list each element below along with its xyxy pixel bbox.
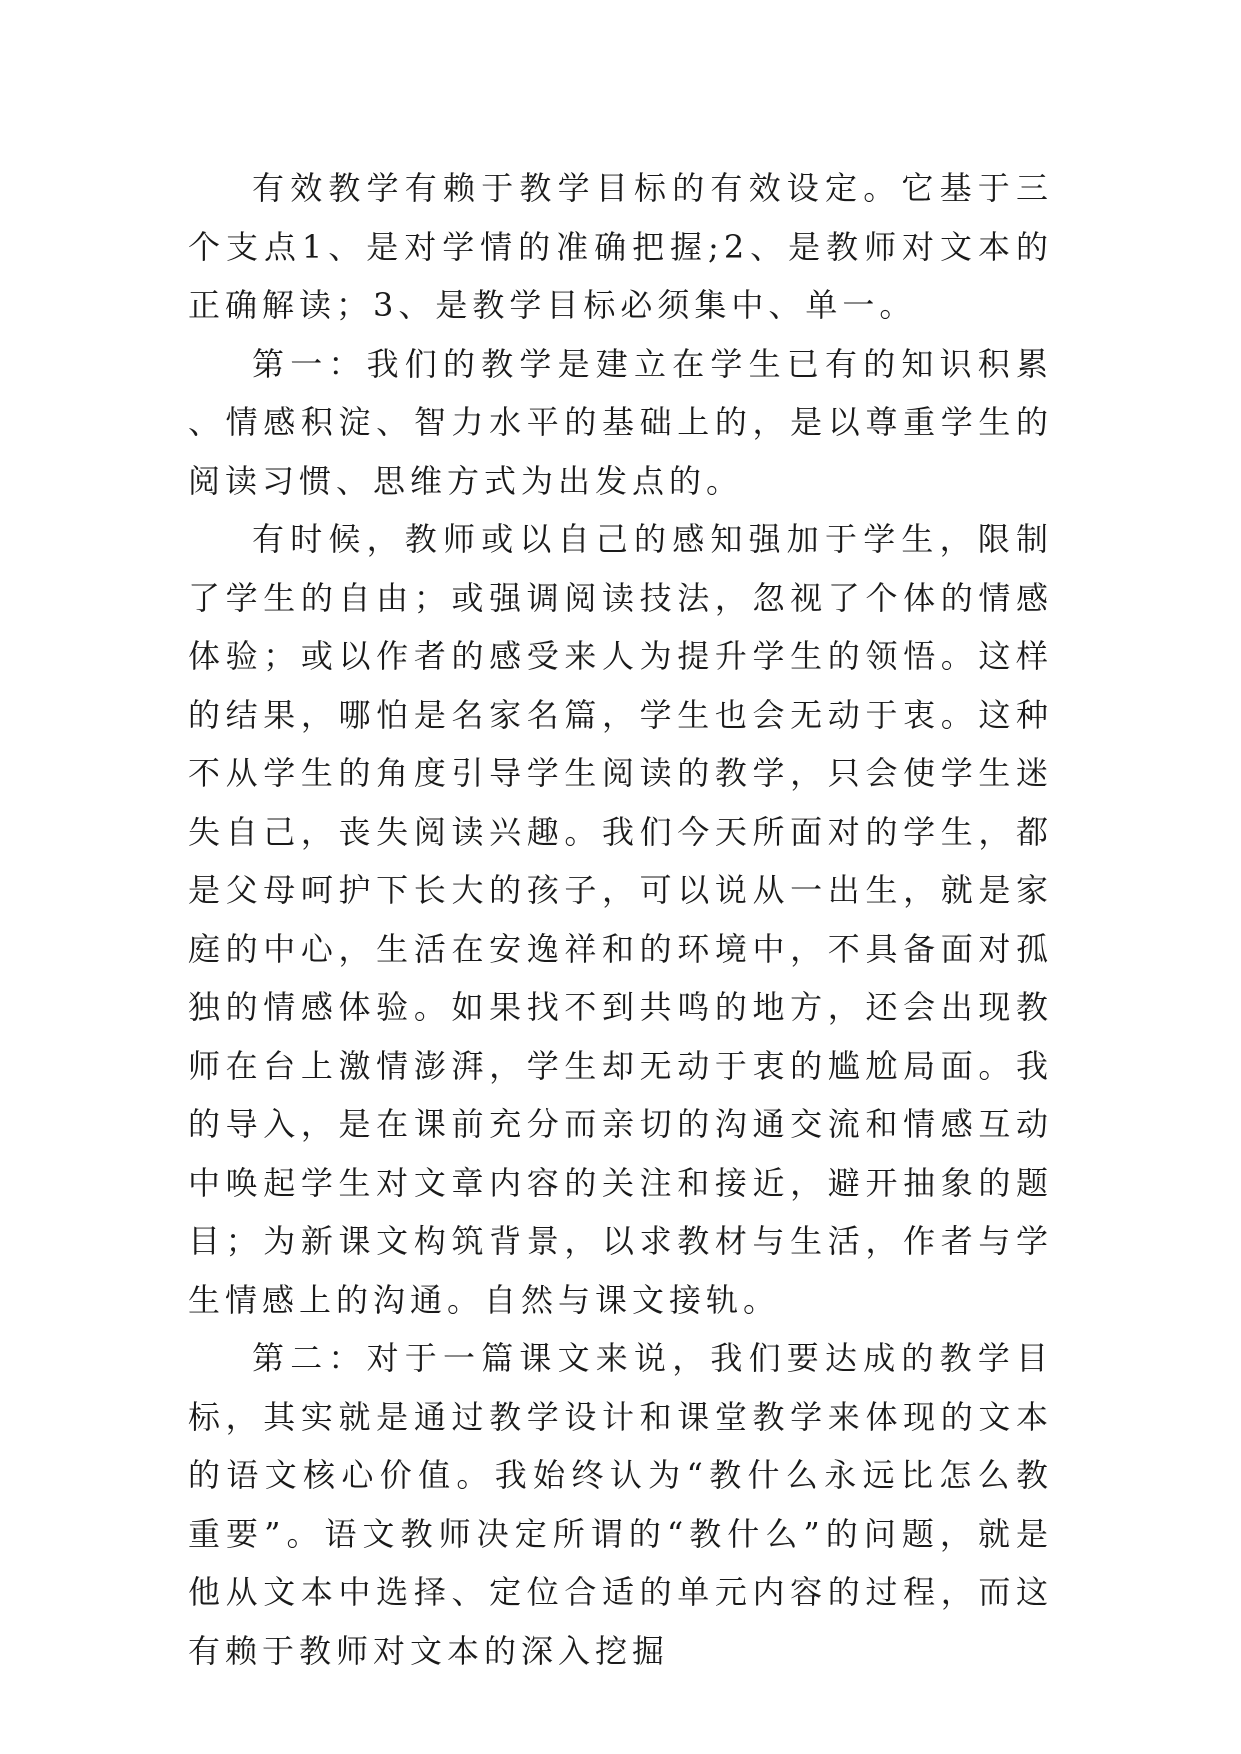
paragraph-teaching-goals: 有效教学有赖于教学目标的有效设定。它基于三个支点1、是对学情的准确把握;2、是教师对文本的正确解读；3、是教学目标必须集中、单一。 <box>188 169 1053 324</box>
document-body <box>188 159 1053 1680</box>
paragraph-second-point: 第二：对于一篇课文来说，我们要达成的教学目标，其实就是通过教学设计和课堂教学来体现的文本的语文核心价值。我始终认为“教什么永远比怎么教重要”。语文教师决定所谓的“教什么”的问题，就是他从文本中选择、定位合适的单元内容的过程，而这有赖于教师对文本的深入挖掘 <box>188 1339 1053 1670</box>
paragraph-first-point: 第一：我们的教学是建立在学生已有的知识积累、情感积淀、智力水平的基础上的，是以尊重学生的阅读习惯、思维方式为出发点的。 <box>188 344 1053 500</box>
paragraph-student-experience: 有时候，教师或以自己的感知强加于学生，限制了学生的自由；或强调阅读技法，忽视了个体的情感体验；或以作者的感受来人为提升学生的领悟。这样的结果，哪怕是名家名篇，学生也会无动于衷。这种不从学生的角度引导学生阅读的教学，只会使学生迷失自己，丧失阅读兴趣。我们今天所面对的学生，都是父母呵护下长大的孩子，可以说从一出生，就是家庭的中心，生活在安逸祥和的环境中，不具备面对孤独的情感体验。如果找不到共鸣的地方，还会出现教师在台上激情澎湃，学生却无动于衷的尴尬局面。我的导入，是在课前充分而亲切的沟通交流和情感互动中唤起学生对文章内容的关注和接近，避开抽象的题目；为新课文构筑背景，以求教材与生活，作者与学生情感上的沟通。自然与课文接轨。 <box>188 520 1053 1319</box>
